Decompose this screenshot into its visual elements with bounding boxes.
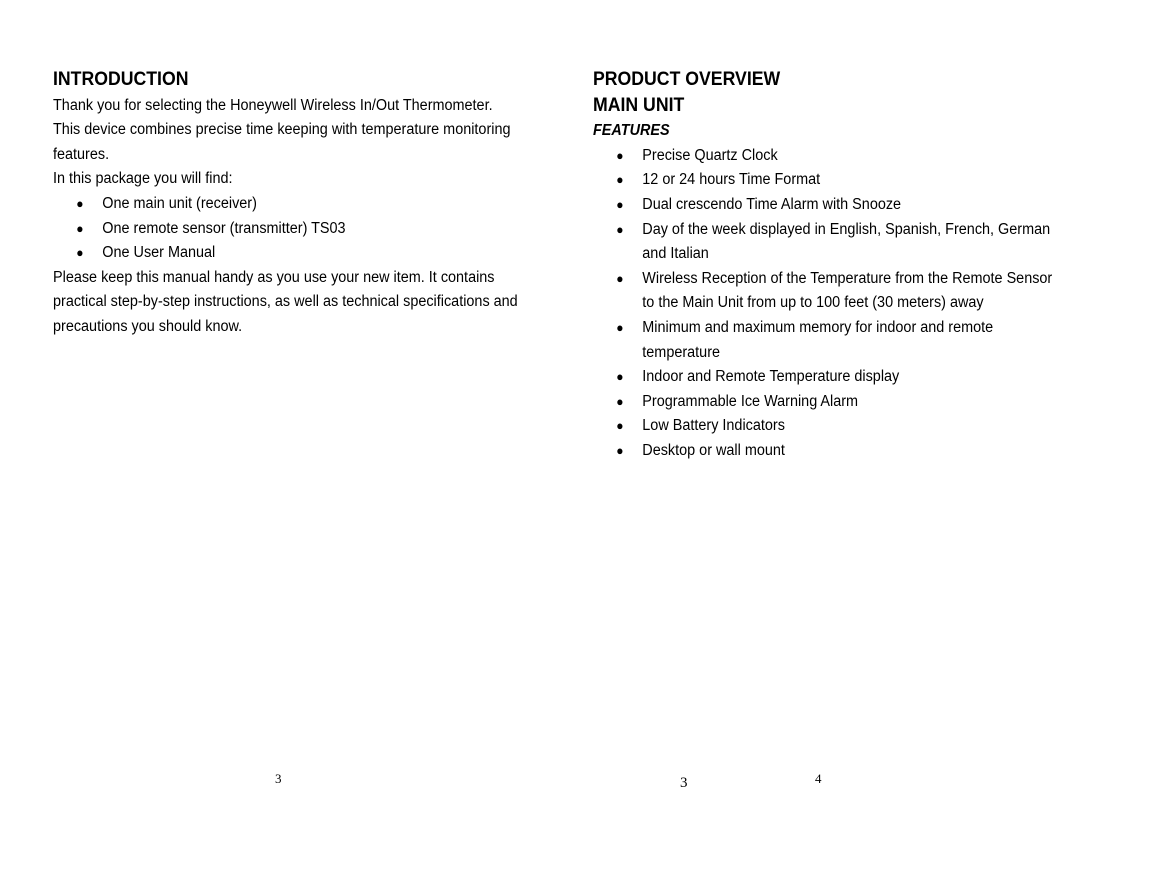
features-list bbox=[593, 144, 1067, 464]
bullet-icon: ● bbox=[616, 221, 624, 237]
bullet-icon: ● bbox=[616, 172, 624, 188]
list-item: ● Programmable Ice Warning Alarm bbox=[593, 390, 1067, 415]
bullet-icon: ● bbox=[76, 245, 84, 261]
page-number-left: 3 bbox=[275, 771, 282, 786]
list-item: ● One User Manual bbox=[53, 241, 523, 266]
bullet-icon: ● bbox=[76, 220, 84, 236]
list-item: ● One main unit (receiver) bbox=[53, 192, 523, 217]
bullet-icon: ● bbox=[616, 418, 624, 434]
bullet-icon: ● bbox=[616, 270, 624, 286]
page-number-middle: 3 bbox=[680, 775, 688, 791]
introduction-section bbox=[53, 68, 523, 340]
bullet-icon: ● bbox=[76, 195, 84, 211]
bullet-icon: ● bbox=[616, 196, 624, 212]
product-overview-heading: PRODUCT OVERVIEW bbox=[593, 69, 781, 90]
introduction-heading: INTRODUCTION bbox=[53, 69, 189, 90]
intro-paragraph: Thank you for selecting the Honeywell Wireless In/Out Thermometer. This device combines precise time keeping with temperature monitoring features. bbox=[53, 96, 511, 163]
page-number-right: 4 bbox=[815, 771, 822, 786]
bullet-icon: ● bbox=[616, 393, 624, 409]
list-item: ● 12 or 24 hours Time Format bbox=[593, 168, 1067, 193]
list-item: ● Dual crescendo Time Alarm with Snooze bbox=[593, 193, 1067, 218]
list-item: ● Wireless Reception of the Temperature from the Remote Sensor to the Main Unit from up to 100 feet (30 meters) away bbox=[593, 267, 1067, 316]
list-item: ● Indoor and Remote Temperature display bbox=[593, 365, 1067, 390]
package-list bbox=[53, 192, 523, 266]
bullet-icon: ● bbox=[616, 442, 624, 458]
package-intro: In this package you will find: bbox=[53, 170, 233, 188]
list-item: ● Low Battery Indicators bbox=[593, 414, 1067, 439]
product-overview-section bbox=[593, 68, 1067, 464]
manual-paragraph: Please keep this manual handy as you use your new item. It contains practical step-by-step instructions, as well as technical specifications and precautions you should know. bbox=[53, 268, 518, 335]
bullet-icon: ● bbox=[616, 369, 624, 385]
list-item: ● Desktop or wall mount bbox=[593, 439, 1067, 464]
list-item: ● Day of the week displayed in English, Spanish, French, German and Italian bbox=[593, 218, 1067, 267]
bullet-icon: ● bbox=[616, 147, 624, 163]
features-label: FEATURES bbox=[593, 122, 670, 140]
list-item: ● One remote sensor (transmitter) TS03 bbox=[53, 217, 523, 242]
bullet-icon: ● bbox=[616, 319, 624, 335]
main-unit-heading: MAIN UNIT bbox=[593, 94, 685, 116]
list-item: ● Minimum and maximum memory for indoor and remote temperature bbox=[593, 316, 1067, 365]
list-item: ● Precise Quartz Clock bbox=[593, 144, 1067, 169]
